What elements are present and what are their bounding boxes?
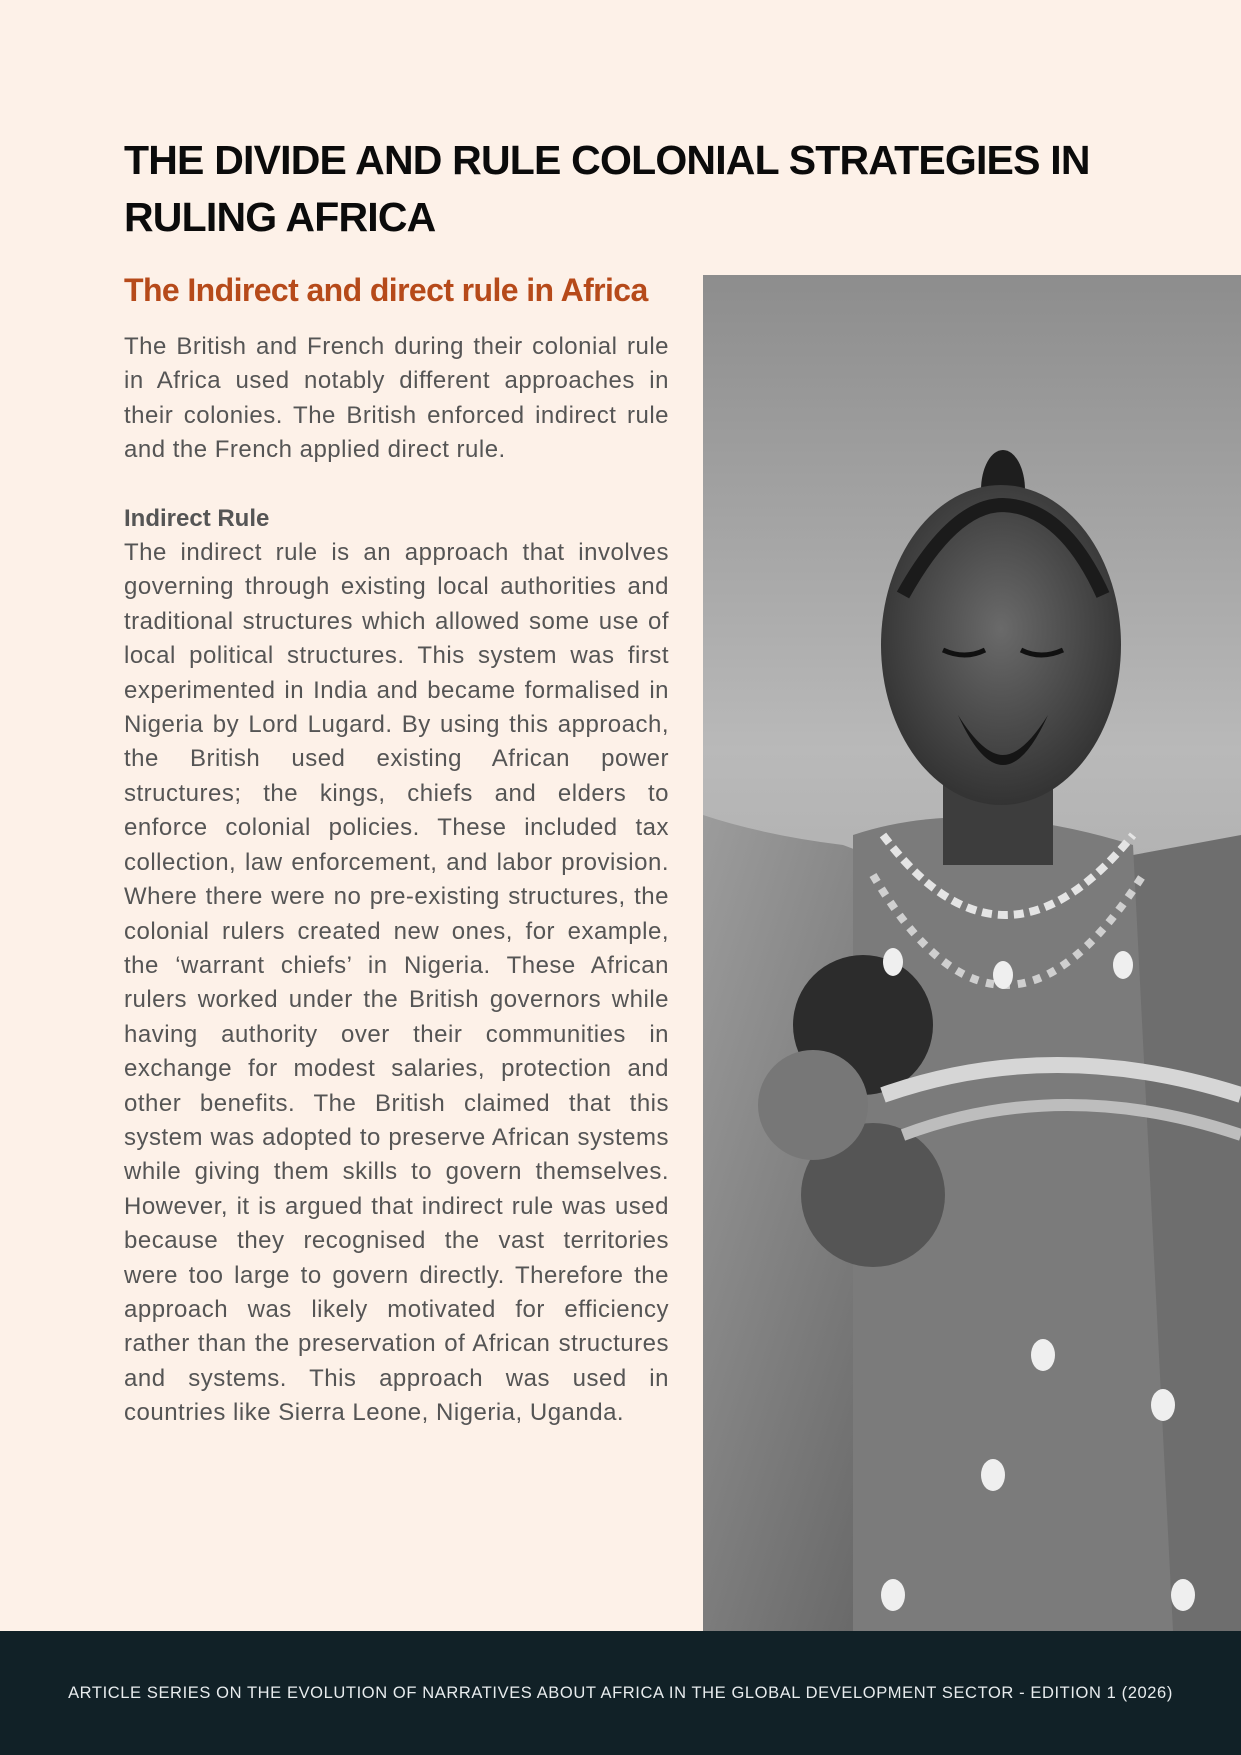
page-title: THE DIVIDE AND RULE COLONIAL STRATEGIES IN RULING AFRICA <box>124 137 1090 240</box>
intro-paragraph: The British and French during their colonial rule in Africa used notably different approaches in their colonies. The British enforced indirect rule and the French applied direct rule. <box>124 333 669 464</box>
article-subtitle: The Indirect and direct rule in Africa <box>124 272 648 308</box>
section-heading: Indirect Rule <box>124 504 270 532</box>
footer-bar <box>0 1631 1241 1755</box>
portrait-photo <box>703 275 1241 1631</box>
section-paragraph: The indirect rule is an approach that involves governing through existing local authorities and traditional structures which allowed some use of local political structures. This system was first experimented in India and became formalised in Nigeria by Lord Lugard. By using this approach, the British used existing African power structures; the kings, chiefs and elders to enforce colonial policies. These included tax collection, law enforcement, and labor provision. Where there were no pre-existing structures, the colonial rulers created new ones, for example, the ‘warrant chiefs’ in Nigeria. These African rulers worked under the British governors while having authority over their communities in exchange for modest salaries, protection and other benefits. The British claimed that this system was adopted to preserve African systems while giving them skills to govern themselves. However, it is argued that indirect rule was used because they recognised the vast territories were too large to govern directly. Therefore the approach was likely motivated for efficiency rather than the preservation of African structures and systems. This approach was used in countries like Sierra Leone, Nigeria, Uganda. <box>124 539 669 1427</box>
article-body <box>124 330 669 1431</box>
footer-text: ARTICLE SERIES ON THE EVOLUTION OF NARRATIVES ABOUT AFRICA IN THE GLOBAL DEVELOPMENT SECTOR - EDITION 1 (2026) <box>68 1683 1173 1702</box>
